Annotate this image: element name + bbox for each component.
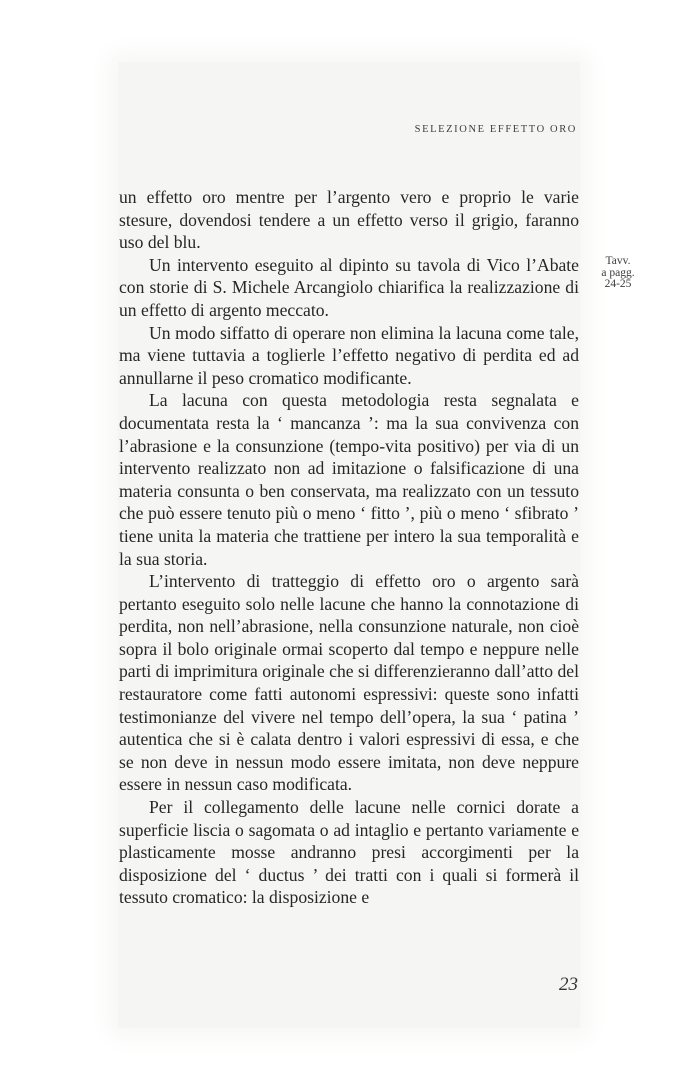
- plate-reference-note: [597, 256, 639, 291]
- paragraph: Un intervento eseguito al dipinto su tavola di Vico l’Abate con storie di S. Michele Arcangiolo chiarifica la realizzazione di un effetto di argento meccato.: [119, 254, 579, 320]
- margin-note-line: Tavv.: [605, 255, 631, 267]
- margin-note-line: 24-25: [604, 278, 632, 290]
- margin-note-line: a pagg.: [601, 266, 635, 279]
- paragraph: Per il collegamento delle lacune nelle cornici dorate a superficie liscia o sagomata o ad intaglio e pertanto variamente e plasticamente mosse andranno presi accorgimenti per la disposizione del ‘ ductus ’ dei tratti con i quali si formerà il tessuto cromatico: la disposizione e: [119, 797, 579, 908]
- paragraph: La lacuna con questa metodologia resta segnalata e documentata resta la ‘ mancanza ’: ma la sua convivenza con l’abrasione e la consunzione (tempo-vita positivo) per via di un intervento realizzato non ad imitazione o falsificazione di una materia consunta o ben conservata, ma realizzato con un tessuto che può essere tenuto più o meno ‘ fitto ’, più o meno ‘ sfibrato ’ tiene unita la materia che trattiene per intero la sua temporalità e la sua storia.: [119, 390, 579, 569]
- body-text: [119, 186, 579, 909]
- paragraph: un effetto oro mentre per l’argento vero e proprio le varie stesure, dovendosi tendere a un effetto verso il grigio, faranno uso del blu.: [119, 187, 579, 253]
- paragraph: L’intervento di tratteggio di effetto oro o argento sarà pertanto eseguito solo nelle lacune che hanno la connotazione di perdita, non nell’abrasione, nella consunzione naturale, non cioè sopra il bolo originale ormai scoperto dal tempo e neppure nelle parti di imprimitura originale che si differenzieranno dall’atto del restauratore come fatti autonomi espressivi: queste sono infatti testimonianze del vivere nel tempo dell’opera, la sua ‘ patina ’ autentica che si è calata dentro i valori espressivi di essa, e che se non deve in nessun modo essere imitata, non deve neppure essere in nessun caso modificata.: [119, 571, 579, 795]
- page-number: 23: [559, 974, 578, 995]
- paragraph: Un modo siffatto di operare non elimina la lacuna come tale, ma viene tuttavia a toglierle l’effetto negativo di perdita ed ad annullarne il peso cromatico modificante.: [119, 322, 579, 388]
- running-title: SELEZIONE EFFETTO ORO: [414, 124, 577, 135]
